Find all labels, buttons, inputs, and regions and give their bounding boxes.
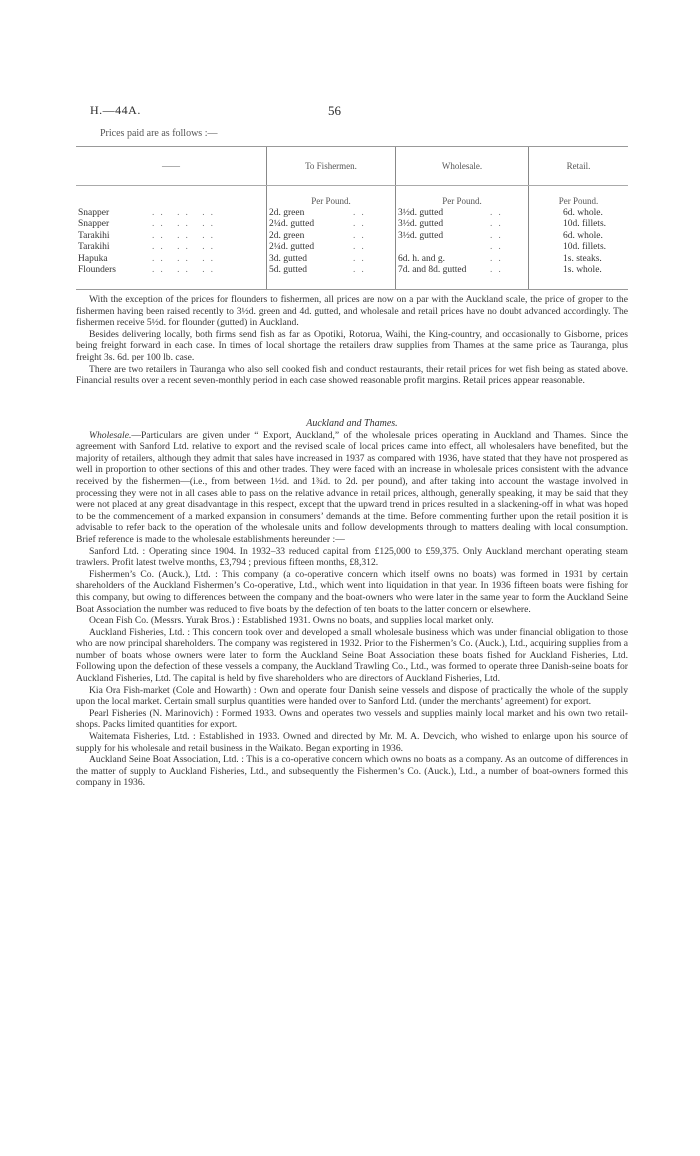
fish-cell: Tarakihi ..​ ..​ .. — [78, 230, 219, 241]
establishment-item: Auckland Seine Boat Association, Ltd. : This is a co-operative concern which owns no boats as a company. As an outcome of differences in the matter of supply to Auckland Fisheries, Ltd., and subsequently the Fishermen’s Co. (Auck.), Ltd., a number of boat-owners formed this company in 1936. — [76, 754, 628, 789]
section-heading: Auckland and Thames. — [306, 418, 398, 429]
page-number: 56 — [328, 103, 341, 118]
fish-cell: Snapper ..​ ..​ .. — [78, 207, 219, 218]
col-header-fish: —— — [76, 147, 267, 186]
table-row — [76, 265, 628, 289]
retail-cell: 10d. fillets. — [529, 242, 629, 254]
wholesale-text: —Particulars are given under “ Export, Auckland,” of the wholesale prices operating in Auckland and Thames. Since the agreement with Sanford Ltd. relative to export and the revised scale of local prices came into effect, all wholesalers have benefited, but the majority of retailers, although they admit that sales have increased in 1937 as compared with 1936, have stated that they have not prospered as well in proportion to other sections of this and other trades. They were faced with an increase in wholesale prices consistent with the advance received by the fishermen—(i.e., from between 1½d. and 1¾d. to 2d. per pound), and after taking into account the wastage involved in processing they were not in all cases able to pass on the relative advance in retail prices, although, generally speaking, it may be said that they were not placed at any great disadvantage in this respect, except that the upward trend in prices resulted in a slackening-off in what was hoped to be the commencement of a marked expansion in consumers’ demands at the time. Before commenting further upon the retail position it is advisable to refer back to the operation of the wholesale units and follow developments through to matters dealing with local consumption. Brief reference is made to the wholesale establishments hereunder :— — [76, 429, 628, 545]
document-reference: H.—44A. — [90, 103, 141, 117]
retail-cell: 1s. whole. — [529, 265, 629, 289]
fish-cell: Flounders ..​ ..​ .. — [76, 265, 267, 289]
table-row — [76, 231, 628, 243]
fish-cell: Snapper ..​ ..​ .. — [78, 219, 219, 229]
paragraph-tauranga-retailers: There are two retailers in Tauranga who also sell cooked fish and conduct restaurants, their retail prices for wet fish being as stated above. Financial results over a recent seven-monthly period in each case showed reasonable profit margins. Retail prices appear reasonable. — [76, 363, 628, 387]
wholesale-cell: 3½d. gutted .. — [396, 219, 529, 231]
fish-name: Flounders — [78, 265, 116, 275]
retail-cell: 6d. whole. — [529, 208, 629, 220]
fish-name: Tarakihi — [78, 230, 110, 241]
establishment-item: Sanford Ltd. : Operating since 1904. In 1932–33 reduced capital from £125,000 to £59,375. Only Auckland merchant operating steam trawlers. Profit latest twelve months, £3,794 ; previous fifteen months, £8,312. — [76, 545, 628, 569]
table-row — [76, 242, 628, 254]
wholesale-cell: .. — [396, 242, 529, 254]
page-header — [90, 103, 620, 119]
establishment-item: Kia Ora Fish-market (Cole and Howarth) : Own and operate four Danish seine vessels and dispose of practically the whole of the supply upon the local market. Certain small surplus quantities were handed over to Sanford Ltd. (under the merchants’ agreement) for export. — [76, 684, 628, 708]
fish-cell: Hapuka ..​ ..​ .. — [78, 253, 219, 264]
wholesale-cell: 3½d. gutted .. — [396, 231, 529, 243]
wholesale-label: Wholesale. — [89, 429, 132, 441]
fish-cell: Tarakihi ..​ ..​ .. — [78, 242, 219, 252]
establishment-item: Waitemata Fisheries, Ltd. : Established in 1933. Owned and directed by Mr. M. A. Devcich, who wished to enlarge upon his source of supply for his wholesale and retail business in the Waikato. Began exporting in 1936. — [76, 731, 628, 754]
table-row — [76, 254, 628, 266]
fish-name: Snapper — [78, 219, 110, 229]
wholesale-cell: 6d. h. and g. .. — [396, 254, 529, 266]
fish-name: Tarakihi — [78, 242, 110, 252]
establishment-item: Fishermen’s Co. (Auck.), Ltd. : This company (a co-operative concern which itself owns no boats) was formed in 1931 by certain shareholders of the Auckland Fishermen’s Co-operative, Ltd., which went into liquidation in that year. In 1936 fifteen boats were fishing for this company, but owing to differences between the company and the boat-owners who were later in the same year to form the Auckland Seine Boat Association the number was reduced to five boats by the defection of ten boats to the latter concern or elsewhere. — [76, 568, 628, 615]
paragraph-wholesale — [76, 430, 628, 546]
unit-fishermen: Per Pound. — [267, 186, 396, 208]
fishermen-cell: 2¼d. gutted .. — [267, 242, 396, 254]
establishment-item: Pearl Fisheries (N. Marinovich) : Formed 1933. Owns and operates two vessels and supplies mainly local market and his own two retail-shops. Packs limited quantities for export. — [76, 707, 628, 731]
col-header-wholesale: Wholesale. — [396, 147, 529, 186]
wholesale-cell: 3½d. gutted .. — [396, 208, 529, 220]
fishermen-cell: 5d. gutted .. — [267, 265, 396, 289]
fishermen-cell: 3d. gutted .. — [267, 254, 396, 266]
col-header-retail: Retail. — [529, 147, 629, 186]
fish-name: Hapuka — [78, 253, 108, 264]
paragraph-groper-prices: With the exception of the prices for flounders to fishermen, all prices are now on a par with the Auckland scale, the price of groper to the fishermen having been raised recently to 3½d. green and 4d. gutted, and wholesale and retail prices have no doubt advanced accordingly. The fishermen receive 5½d. for flounder (gutted) in Auckland. — [76, 294, 628, 329]
unit-retail: Per Pound. — [529, 186, 629, 208]
retail-cell: 6d. whole. — [529, 231, 629, 243]
table-row — [76, 208, 628, 220]
prices-table — [76, 146, 628, 290]
paragraph-delivery: Besides delivering locally, both firms send fish as far as Opotiki, Rotorua, Waihi, the King-country, and occasionally to Gisborne, prices being freight forward in each case. In times of local shortage the retailers draw supplies from Thames at the same price as Tauranga, plus freight 3s. 6d. per 100 lb. case. — [76, 328, 628, 363]
col-header-fishermen: To Fishermen. — [267, 147, 396, 186]
retail-cell: 1s. steaks. — [529, 254, 629, 266]
fishermen-cell: 2¼d. gutted .. — [267, 219, 396, 231]
unit-wholesale: Per Pound. — [396, 186, 529, 208]
body-text — [76, 294, 628, 387]
table-row — [76, 219, 628, 231]
establishment-item: Auckland Fisheries, Ltd. : This concern took over and developed a small wholesale business which was under financial obligation to those who are now principal shareholders. The company was registered in 1932. Prior to the Fishermen’s Co. (Auck.), Ltd., acquiring supplies from a number of boats whose owners were later to form the Auckland Seine Boat Association these boats fished for Auckland Fisheries, Ltd. Following upon the defection of these vessels a company, the Auckland Trawling Co., Ltd., was formed to operate three Danish-seine boats for Auckland Fisheries, Ltd. The capital is held by five shareholders who are directors of Auckland Fisheries, Ltd. — [76, 626, 628, 685]
fishermen-cell: 2d. green .. — [267, 231, 396, 243]
establishment-item: Ocean Fish Co. (Messrs. Yurak Bros.) : Established 1931. Owns no boats, and supplies local market only. — [89, 615, 494, 627]
fish-name: Snapper — [78, 207, 110, 218]
table-intro: Prices paid are as follows :— — [100, 128, 218, 139]
retail-cell: 10d. fillets. — [529, 219, 629, 231]
table-header-row — [76, 147, 628, 186]
unit-cell-empty — [76, 186, 267, 208]
auckland-section — [76, 418, 628, 789]
unit-row — [76, 186, 628, 208]
wholesale-cell: 7d. and 8d. gutted .. — [396, 265, 529, 289]
fishermen-cell: 2d. green .. — [267, 208, 396, 220]
